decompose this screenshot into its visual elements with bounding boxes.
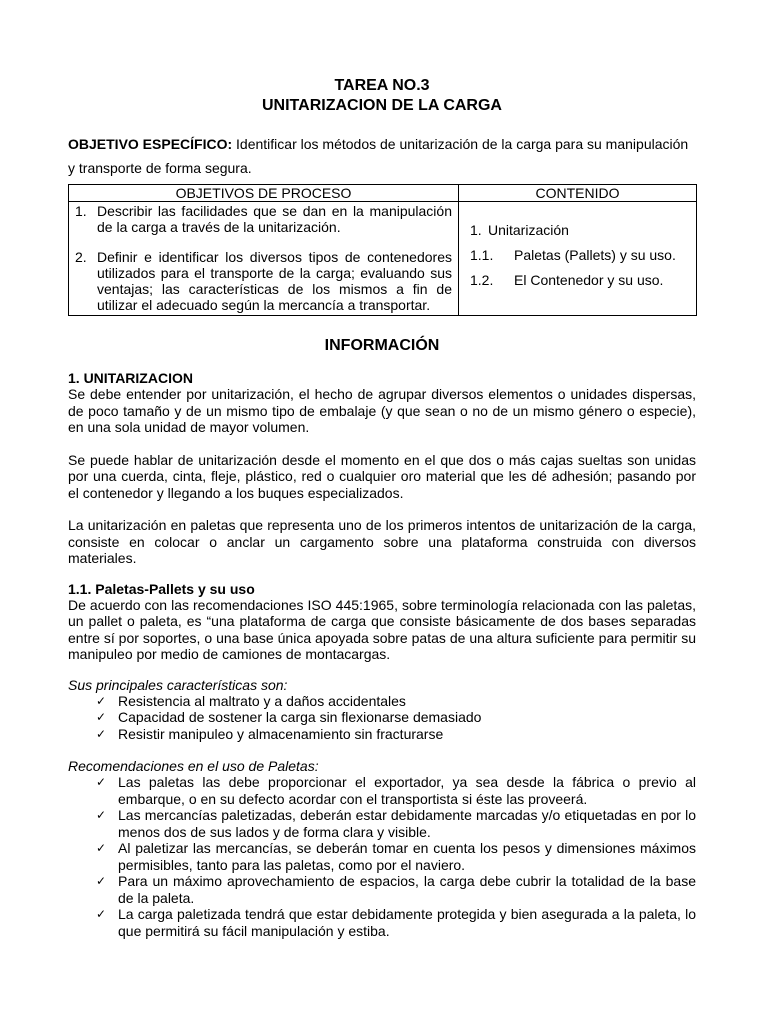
- subsection-heading: 1.1. Paletas-Pallets y su uso: [68, 580, 255, 597]
- paragraph: La unitarización en paletas que representa uno de los primeros intentos de unitarización de la carga, consiste en colocar o anclar un cargamento sobre una plataforma construida con diversos materiales.: [68, 517, 696, 566]
- check-icon: ✓: [96, 874, 107, 888]
- table-body-row: [69, 202, 697, 316]
- objective-item: [75, 203, 452, 235]
- information-title: INFORMACIÓN: [324, 337, 440, 354]
- check-icon: ✓: [96, 841, 107, 855]
- specific-objective: [68, 132, 696, 180]
- title-line-2: UNITARIZACION DE LA CARGA: [262, 97, 502, 114]
- objectives-cell: [69, 202, 459, 316]
- content-number: 1.: [470, 222, 482, 238]
- list-item: ✓ Al paletizar las mercancías, se deberán tomar en cuenta los pesos y dimensiones máximos permisibles, tanto para las paletas, como por el naviero.: [68, 840, 696, 873]
- check-icon: ✓: [96, 726, 107, 741]
- process-table: [68, 184, 697, 316]
- objective-text: Describir las facilidades que se dan en la manipulación de la carga a través de la unitarización.: [97, 203, 452, 235]
- document-title: [68, 76, 696, 116]
- list-item: ✓ La carga paletizada tendrá que estar debidamente protegida y bien asegurada a la paleta, lo que permitirá su fácil manipulación y estiba.: [68, 906, 696, 939]
- characteristics-list: [68, 693, 696, 743]
- list-item: ✓ Para un máximo aprovechamiento de espacios, la carga debe cubrir la totalidad de la base de la paleta.: [68, 873, 696, 906]
- objective-number: 2.: [75, 249, 87, 265]
- title-line-1: TAREA NO.3: [334, 77, 430, 94]
- paragraph: De acuerdo con las recomendaciones ISO 445:1965, sobre terminología relacionada con las paletas, un pallet o paleta, es “una plataforma de carga que consiste básicamente de dos bases separadas entre sí por soportes, o una base única apoyada sobre patas de una altura suficiente para permitir su manipuleo por medio de camiones de montacargas.: [68, 596, 696, 662]
- content-number: 1.2.: [470, 272, 494, 288]
- recommendations-list: [68, 774, 696, 939]
- content-item: [467, 222, 690, 238]
- objective-number: 1.: [75, 203, 87, 219]
- list-item: ✓ Resistencia al maltrato y a daños accidentales: [68, 693, 696, 710]
- check-icon: ✓: [96, 693, 107, 708]
- content-cell: [459, 202, 697, 316]
- check-icon: ✓: [96, 907, 107, 921]
- header-content: CONTENIDO: [459, 185, 697, 202]
- content-text: Paletas (Pallets) y su uso.: [514, 247, 676, 263]
- content-item: [467, 272, 690, 288]
- content-text: El Contenedor y su uso.: [514, 272, 664, 288]
- header-objectives: OBJETIVOS DE PROCESO: [69, 185, 459, 202]
- check-icon: ✓: [96, 710, 107, 724]
- table-header-row: [69, 185, 697, 202]
- characteristics-lead: Sus principales características son:: [68, 676, 288, 693]
- paragraph: Se debe entender por unitarización, el hecho de agrupar diversos elementos o unidades dispersas, de poco tamaño y de un mismo tipo de embalaje (y que sean o no de un mismo género o especie), en una sola unidad de mayor volumen.: [68, 386, 696, 435]
- content-text: Unitarización: [488, 222, 569, 238]
- paragraph: Se puede hablar de unitarización desde el momento en el que dos o más cajas sueltas son unidas por una cuerda, cinta, fleje, plástico, red o cualquier oro material que les dé adhesión; pasando por el contenedor y llegando a los buques especializados.: [68, 451, 696, 501]
- document-page: [68, 76, 696, 939]
- list-item: ✓ Capacidad de sostener la carga sin flexionarse demasiado: [68, 709, 696, 726]
- objective-text: Definir e identificar los diversos tipos de contenedores utilizados para el transporte de la carga; evaluando sus ventajas; las características de los mismos a fin de utilizar el adecuado según la mercancía a transportar.: [97, 249, 452, 313]
- content-item: [467, 247, 690, 263]
- objective-text: Identificar los métodos de unitarización de la carga para su manipulación y transporte de forma segura.: [68, 136, 689, 176]
- content-number: 1.1.: [470, 247, 494, 263]
- check-icon: ✓: [96, 808, 107, 822]
- list-item: ✓ Las mercancías paletizadas, deberán estar debidamente marcadas y/o etiquetadas en por lo menos dos de sus lados y de forma clara y visible.: [68, 807, 696, 840]
- recommendations-lead: Recomendaciones en el uso de Paletas:: [68, 758, 319, 774]
- section-heading: 1. UNITARIZACION: [68, 370, 193, 386]
- list-item: ✓ Resistir manipuleo y almacenamiento sin fracturarse: [68, 726, 696, 743]
- objective-item: [75, 249, 452, 313]
- check-icon: ✓: [96, 775, 107, 789]
- objective-label: OBJETIVO ESPECÍFICO:: [68, 136, 233, 152]
- list-item: ✓ Las paletas las debe proporcionar el exportador, ya sea desde la fábrica o previo al embarque, o en su defecto acordar con el transportista si éste las proveerá.: [68, 774, 696, 807]
